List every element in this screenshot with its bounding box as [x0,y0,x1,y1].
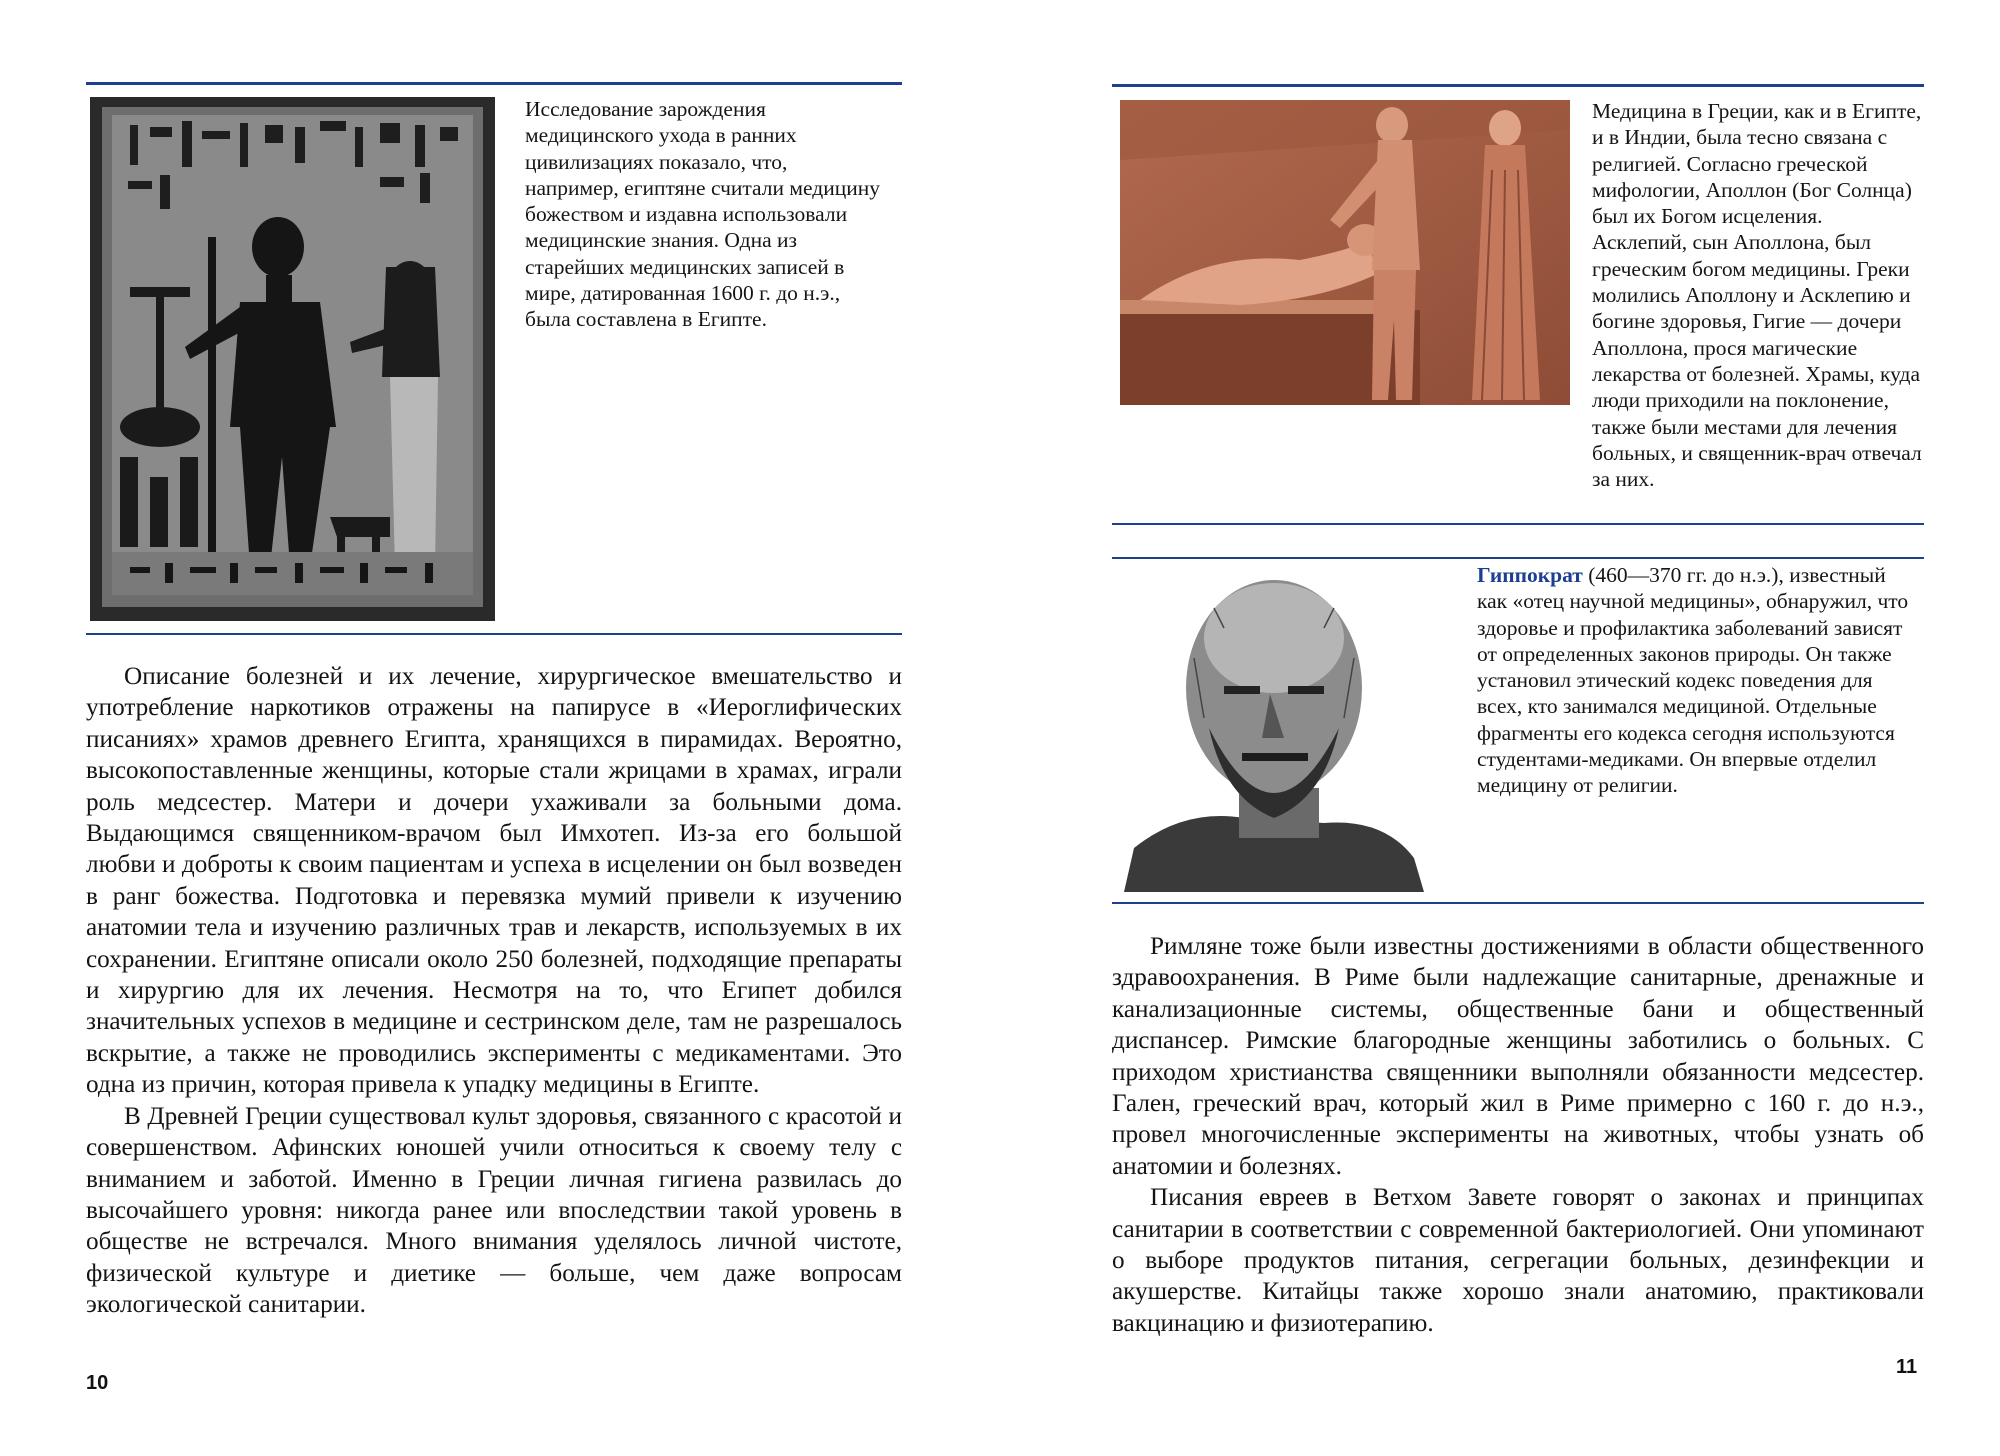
hippocrates-bust-image [1124,568,1424,892]
hippocrates-figure-caption [1477,562,1917,799]
top-rule [1112,84,1924,87]
hippocrates-bottom-rule [1112,902,1924,904]
greek-relief-image [1120,100,1570,405]
left-body-text [86,661,902,1321]
hippocrates-name: Гиппократ [1477,563,1583,587]
paragraph: Описание болезней и их лечение, хирургическое вмешательство и употребление наркотиков отражены на папирусе в «Иероглифических писаниях» храмов древнего Египта, хранящихся в пирамидах. Вероятно, высокопоставленные женщины, которые стали жрицами в храмах, играли роль медсестер. Матери и дочери ухаживали за больными дома. Выдающимся священником-врачом был Имхотеп. Из-за его большой любви и доброты к своим пациентам и успеха в исцелении он был возведен в ранг божества. Подготовка и перевязка мумий привели к изучению анатомии тела и изучению различных трав и лекарств, используемых в их сохранении. Египтяне описали около 250 болезней, подходящие препараты и хирургию для их лечения. Несмотря на то, что Египет добился значительных успехов в медицине и сестринском деле, там не разрешалось вскрытие, а также не проводились эксперименты с медикаментами. Это одна из причин, которая привела к упадку медицины в Египте. [86,663,902,1099]
paragraph: В Древней Греции существовал культ здоровья, связанного с красотой и совершенством. Афинских юношей учили относиться к своему телу с вниманием и заботой. Именно в Греции личная гигиена развилась до высочайшего уровня: никогда ранее или впоследствии такой уровень в обществе не встречался. Много внимания уделялось личной чистоте, физической культуре и диетике — больше, чем даже вопросам экологической санитарии. [86,1102,902,1319]
paragraph: Писания евреев в Ветхом Завете говорят о законах и принципах санитарии в соответствии с современной бактериологией. Они упоминают о выборе продуктов питания, сегрегации больных, дезинфекции и акушерстве. Китайцы также хорошо знали анатомию, практиковали вакцинацию и физиотерапию. [1112,1184,1924,1337]
egypt-figure-caption: Исследование зарождения медицинского ухода в ранних цивилизациях показало, что, например, египтяне считали медицину божеством и издавна использовали медицинские знания. Одна из старейших медицинских записей в мире, датированная 1600 г. до н.э., была составлена в Египте. [525,97,880,332]
hippocrates-top-rule [1112,557,1924,559]
paragraph: Римляне тоже были известны достижениями в области общественного здравоохранения. В Риме были надлежащие санитарные, дренажные и канализационные системы, общественные бани и общественный диспансер. Римские благородные женщины заботились о больных. С приходом христианства священники выполняли обязанности медсестер. Гален, греческий врач, который жил в Риме примерно с 160 г. до н.э., провел многочисленные эксперименты на животных, чтобы узнать об анатомии и болезнях. [1112,933,1924,1180]
egyptian-stele-image [90,97,495,621]
top-rule [86,82,902,85]
page-number: 10 [86,1372,109,1394]
hippocrates-caption-text: (460—370 гг. до н.э.), известный как «отец научной медицины», обнаружил, что здоровье и профилактика заболеваний зависят от определенных законов природы. Он также установил этический кодекс поведения для всех, кто занимался медициной. Отдельные фрагменты его кодекса сегодня используются студентами-медиками. Он впервые отделил медицину от религии. [1477,563,1909,798]
page-number: 11 [1896,1356,1918,1378]
greece-figure-caption: Медицина в Греции, как и в Египте, и в Индии, была тесно связана с религией. Согласно греческой мифологии, Аполлон (Бог Солнца) был их Богом исцеления. Асклепий, сын Аполлона, был греческим богом медицины. Греки молились Аполлону и Асклепию и богине здоровья, Гигие — дочери Аполлона, прося магические лекарства от болезней. Храмы, куда люди приходили на поклонение, также были местами для лечения больных, и священник-врач отвечал за них. [1592,99,1922,492]
greece-bottom-rule [1112,523,1924,525]
figure-bottom-rule [86,633,902,635]
right-body-text [1112,931,1924,1339]
right-page [1000,0,2000,1456]
